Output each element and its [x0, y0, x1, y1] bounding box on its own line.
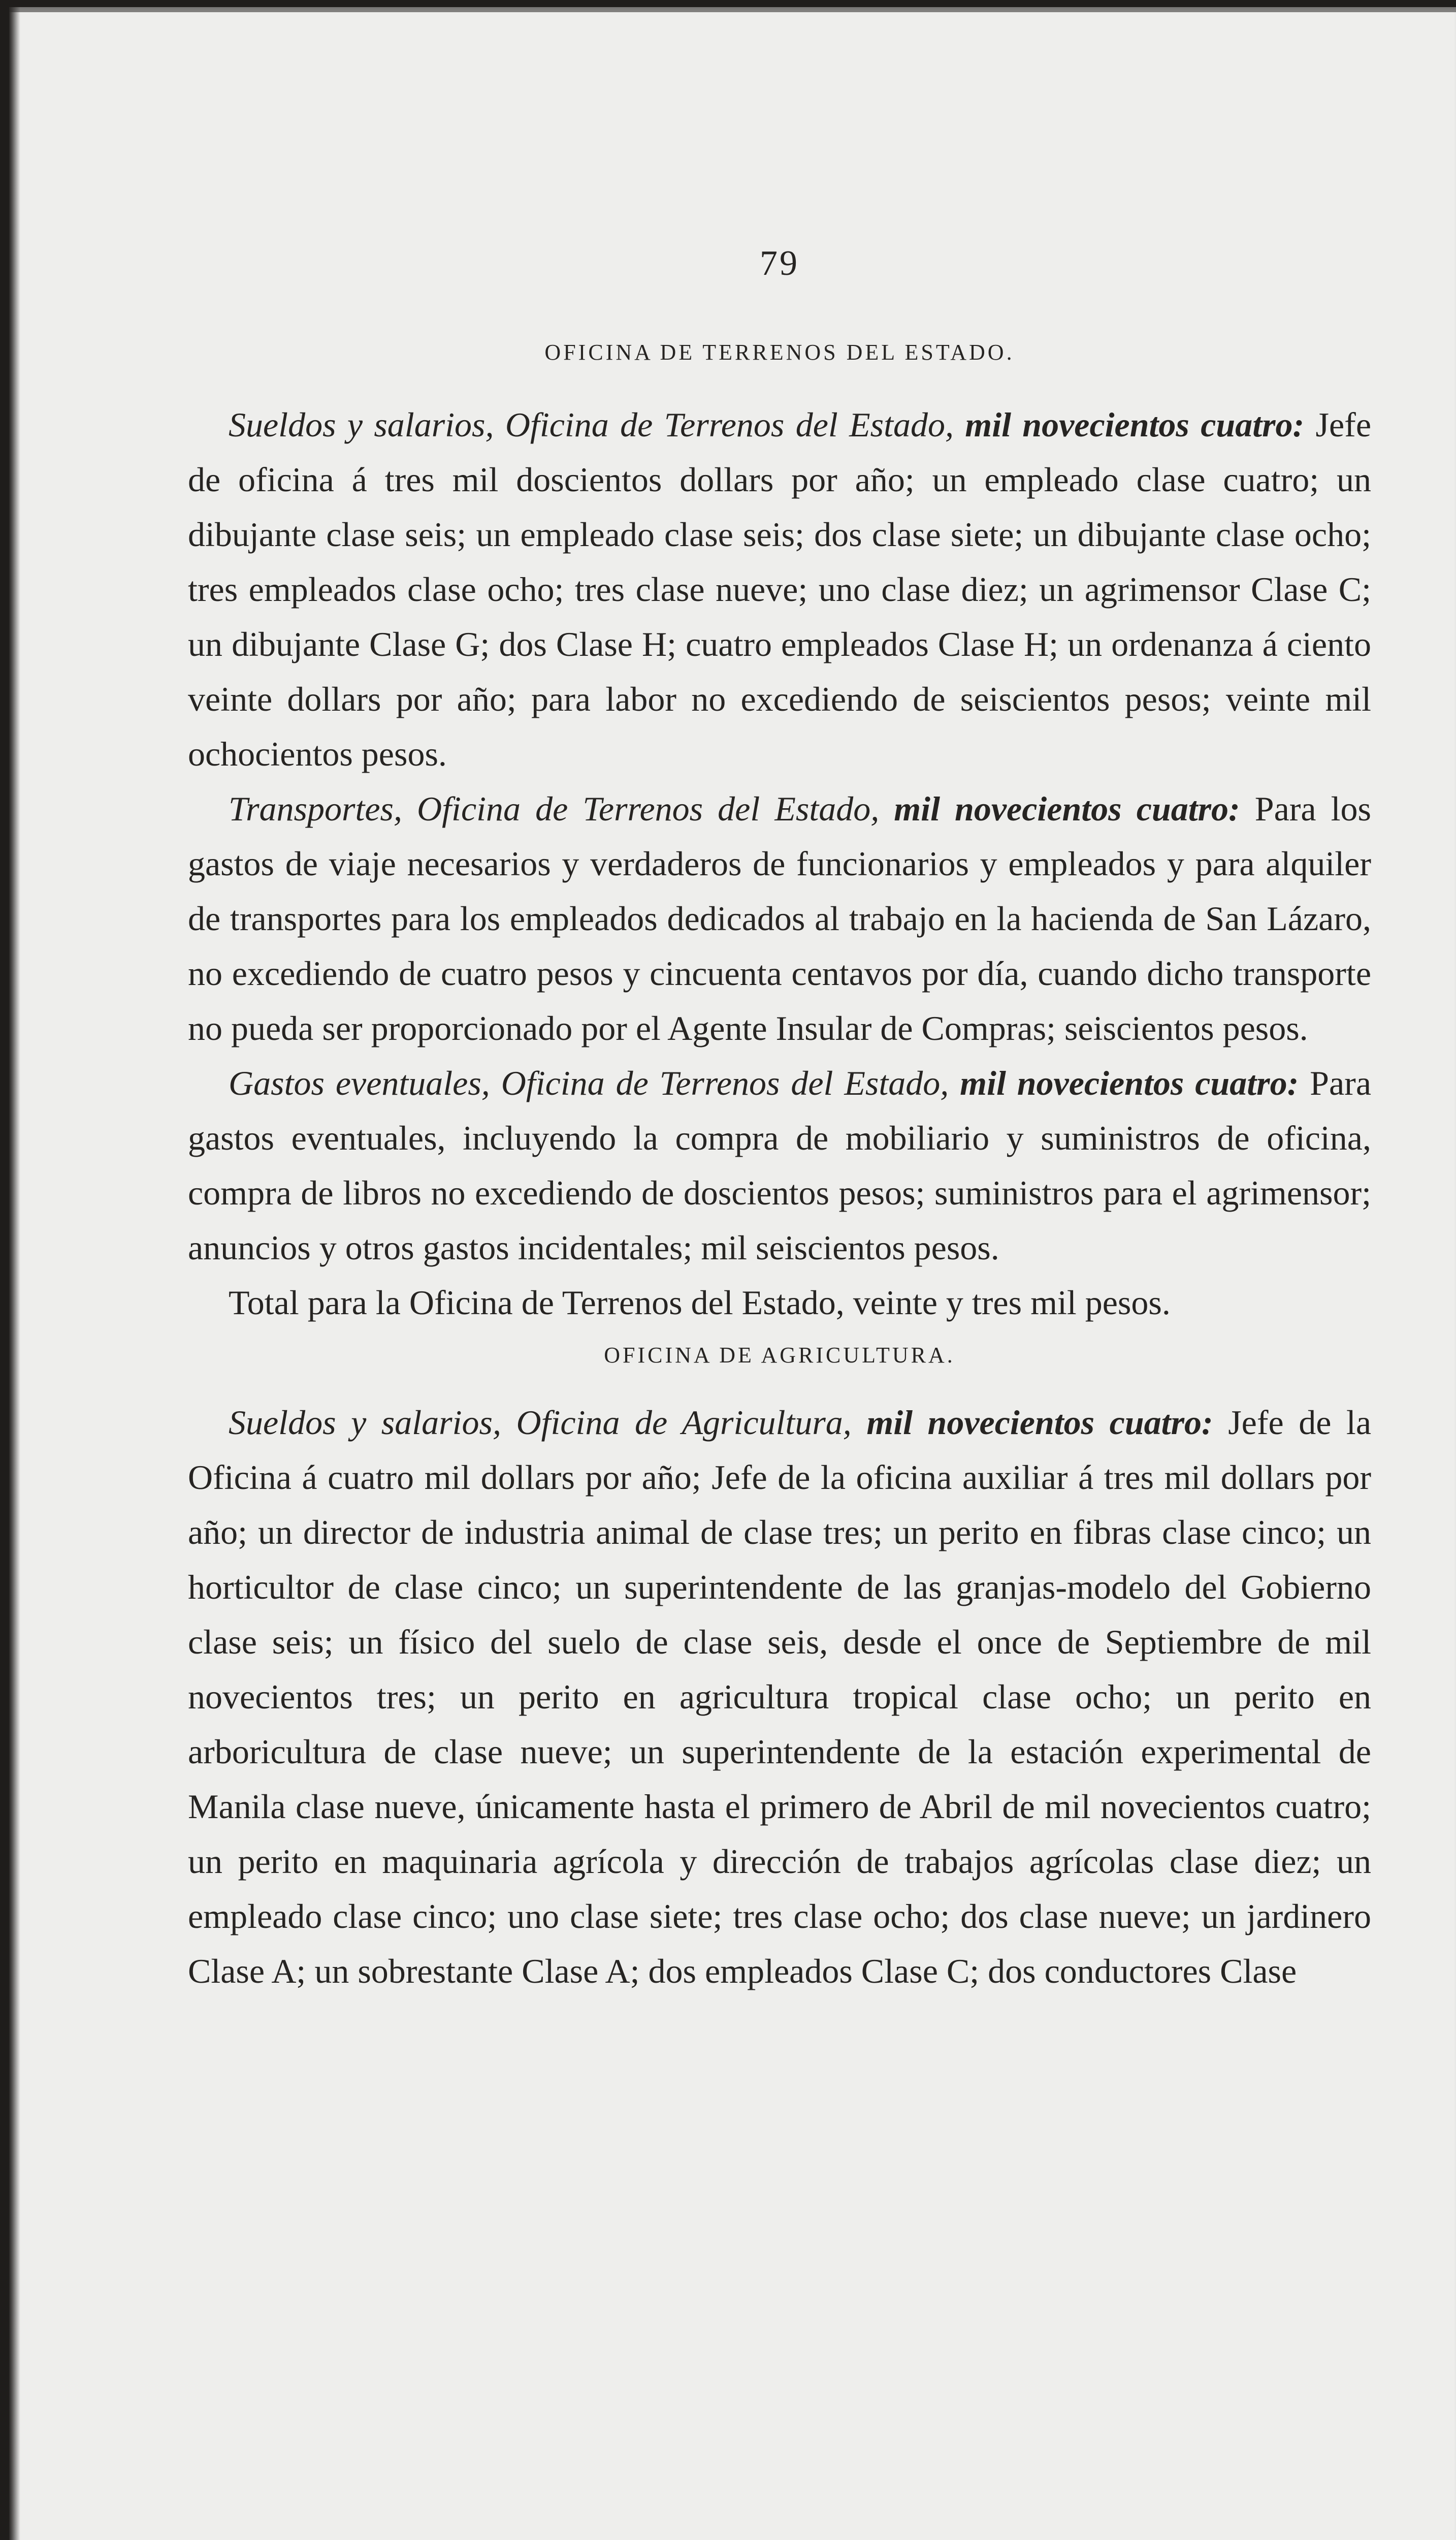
section-agricultura	[188, 1340, 1371, 1998]
paragraph-body: Total para la Oficina de Terrenos del Estado, veinte y tres mil pesos.	[229, 1283, 1171, 1322]
paragraph-sueldos-terrenos	[188, 397, 1371, 781]
paragraph-gastos-terrenos	[188, 1056, 1371, 1275]
left-binding-shadow	[9, 7, 20, 2540]
paragraph-lead: Transportes, Oficina de Terrenos del Estado,	[229, 789, 880, 828]
section-heading: OFICINA DE AGRICULTURA.	[604, 1343, 955, 1368]
section-terrenos	[188, 337, 1371, 1330]
scanned-page	[9, 7, 1456, 2540]
paragraph-body: Para los gastos de viaje necesarios y verdaderos de funcionarios y empleados y para alquiler de transportes para los empleados dedicados al trabajo en la hacienda de San Lázaro, no excediendo de cuatro pesos y cincuenta centavos por día, cuando dicho transporte no pueda ser proporcionado por el Agente Insular de Compras; seiscientos pesos.	[188, 789, 1372, 1047]
paragraph-lead: Sueldos y salarios, Oficina de Terrenos del Estado,	[229, 405, 954, 444]
paragraph-lead: Sueldos y salarios, Oficina de Agricultura,	[229, 1403, 852, 1442]
paragraph-body: Jefe de la Oficina á cuatro mil dollars por año; Jefe de la oficina auxiliar á tres mil dollars por año; un director de industria animal de clase tres; un perito en fibras clase cinco; un horticultor de clase cinco; un superintendente de las granjas-modelo del Gobierno clase seis; un físico del suelo de clase seis, desde el once de Septiembre de mil novecientos tres; un perito en agricultura tropical clase ocho; un perito en arboricultura de clase nueve; un superintendente de la estación experimental de Manila clase nueve, únicamente hasta el primero de Abril de mil novecientos cuatro; un perito en maquinaria agrícola y dirección de trabajos agrícolas clase diez; un empleado clase cinco; uno clase siete; tres clase ocho; dos clase nueve; un jardinero Clase A; un sobrestante Clase A; dos empleados Clase C; dos conductores Clase	[188, 1403, 1372, 1990]
top-edge-shadow	[9, 7, 1456, 12]
paragraph-total-terrenos	[188, 1275, 1371, 1330]
paragraph-body: Para gastos eventuales, incluyendo la compra de mobiliario y suministros de oficina, compra de libros no excediendo de doscientos pesos; suministros para el agrimensor; anuncios y otros gastos incidentales; mil seiscientos pesos.	[188, 1064, 1371, 1267]
paragraph-lead-bold: mil novecientos cuatro:	[960, 1064, 1299, 1102]
paragraph-sueldos-agricultura	[188, 1395, 1371, 1998]
paragraph-lead-bold: mil novecientos cuatro:	[866, 1403, 1213, 1442]
page-text	[188, 241, 1371, 1998]
paragraph-body: Jefe de oficina á tres mil doscientos dollars por año; un empleado clase cuatro; un dibujante clase seis; un empleado clase seis; dos clase siete; un dibujante clase ocho; tres empleados clase ocho; tres clase nueve; uno clase diez; un agrimensor Clase C; un dibujante Clase G; dos Clase H; cuatro empleados Clase H; un ordenanza á ciento veinte dollars por año; para labor no excediendo de seiscientos pesos; veinte mil ochocientos pesos.	[188, 405, 1372, 773]
page-number: 79	[760, 244, 799, 283]
section-heading: OFICINA DE TERRENOS DEL ESTADO.	[544, 340, 1015, 365]
paragraph-lead-bold: mil novecientos cuatro:	[894, 789, 1240, 828]
paragraph-transportes-terrenos	[188, 781, 1371, 1056]
paragraph-lead-bold: mil novecientos cuatro:	[965, 405, 1305, 444]
paragraph-lead: Gastos eventuales, Oficina de Terrenos del Estado,	[229, 1064, 949, 1102]
